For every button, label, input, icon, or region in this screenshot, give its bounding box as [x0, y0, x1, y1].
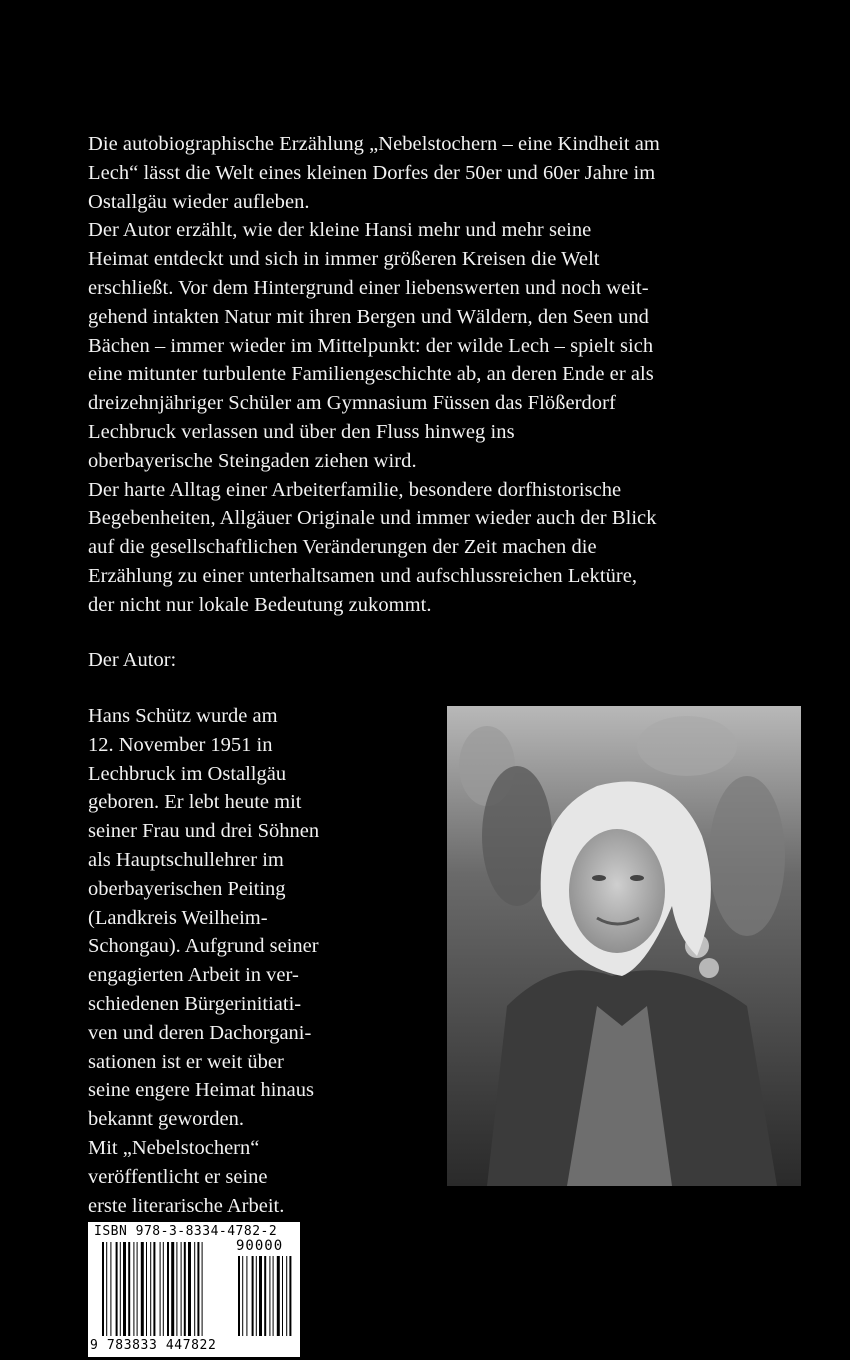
text-line: gehend intakten Natur mit ihren Bergen und Wäldern, den Seen und	[88, 305, 649, 328]
barcode-bar	[137, 1242, 138, 1336]
barcode-bar	[176, 1242, 177, 1336]
text-line: Die autobiographische Erzählung „Nebelstochern – eine Kindheit am	[88, 133, 660, 155]
text-line: Ostallgäu wieder aufleben.	[88, 190, 310, 213]
barcode-bar	[184, 1242, 186, 1336]
price-bar	[264, 1256, 266, 1336]
text-line: Lech“ lässt die Welt eines kleinen Dorfes der 50er und 60er Jahre im	[88, 161, 656, 184]
price-bar	[242, 1256, 243, 1336]
barcode-bar	[141, 1242, 144, 1336]
barcode-bar	[110, 1242, 111, 1336]
barcode-bar	[102, 1242, 104, 1336]
barcode-bar	[167, 1242, 169, 1336]
author-heading: Der Autor:	[88, 649, 177, 671]
barcode-bar	[116, 1242, 118, 1336]
text-line: oberbayerischen Peiting	[88, 877, 286, 900]
barcode-bar	[123, 1242, 126, 1336]
text-line: erste literarische Arbeit.	[88, 1194, 285, 1217]
barcode-bar	[202, 1242, 203, 1336]
barcode-bar	[160, 1242, 161, 1336]
blurb-paragraph-3	[88, 476, 788, 620]
text-line: 12. November 1951 in	[88, 733, 273, 756]
barcode-bar	[146, 1242, 147, 1336]
barcode-bar	[163, 1242, 164, 1336]
ean-number: 9 783833 447822	[90, 1338, 217, 1353]
text-line: geboren. Er lebt heute mit	[88, 791, 302, 814]
text-line: Bächen – immer wieder im Mittelpunkt: der wilde Lech – spielt sich	[88, 334, 654, 357]
barcode-bar	[188, 1242, 191, 1336]
text-line: oberbayerische Steingaden ziehen wird.	[88, 449, 417, 472]
barcode-bar	[194, 1242, 195, 1336]
price-bar	[273, 1256, 274, 1336]
text-line: veröffentlicht er seine	[88, 1165, 268, 1188]
barcode-bar	[171, 1242, 174, 1336]
price-bar	[286, 1256, 287, 1336]
price-bar	[252, 1256, 254, 1336]
text-line: dreizehnjähriger Schüler am Gymnasium Füssen das Flößerdorf	[88, 392, 616, 415]
barcode-bar	[153, 1242, 155, 1336]
text-line: Erzählung zu einer unterhaltsamen und aufschlussreichen Lektüre,	[88, 564, 638, 587]
isbn-barcode	[88, 1222, 300, 1357]
text-line: seiner Frau und drei Söhnen	[88, 820, 320, 843]
price-bar	[282, 1256, 283, 1336]
blurb-paragraph-1	[88, 130, 788, 216]
price-bar	[269, 1256, 270, 1336]
text-line: engagierten Arbeit in ver-	[88, 964, 299, 987]
text-line: sationen ist er weit über	[88, 1050, 284, 1073]
text-line: Lechbruck verlassen und über den Fluss hinweg ins	[88, 420, 515, 443]
price-bar	[256, 1256, 257, 1336]
price-bar	[246, 1256, 247, 1336]
text-line: erschließt. Vor dem Hintergrund einer liebenswerten und noch weit-	[88, 276, 649, 299]
barcode-bar	[150, 1242, 151, 1336]
price-bar	[238, 1256, 240, 1336]
text-line: Der harte Alltag einer Arbeiterfamilie, besondere dorfhistorische	[88, 478, 622, 501]
text-line: als Hauptschullehrer im	[88, 848, 284, 871]
text-line: Hans Schütz wurde am	[88, 705, 278, 727]
text-line: ven und deren Dachorgani-	[88, 1021, 312, 1044]
barcode-bars	[88, 1222, 300, 1357]
text-line: der nicht nur lokale Bedeutung zukommt.	[88, 593, 432, 616]
price-bar	[277, 1256, 280, 1336]
author-bio	[88, 702, 433, 1220]
text-line: Heimat entdeckt und sich in immer größeren Kreisen die Welt	[88, 248, 600, 271]
barcode-bar	[181, 1242, 182, 1336]
text-line: (Landkreis Weilheim-	[88, 906, 268, 929]
text-line: seine engere Heimat hinaus	[88, 1079, 314, 1102]
text-line: eine mitunter turbulente Familiengeschichte ab, an deren Ende er als	[88, 363, 654, 386]
text-line: Schongau). Aufgrund seiner	[88, 935, 319, 958]
text-line: Mit „Nebelstochern“	[88, 1136, 260, 1159]
price-bar	[289, 1256, 291, 1336]
text-line: schiedenen Bürgerinitiati-	[88, 992, 302, 1015]
text-line: Begebenheiten, Allgäuer Originale und immer wieder auch der Blick	[88, 507, 657, 530]
isbn-label: ISBN 978-3-8334-4782-2	[94, 1224, 278, 1239]
price-bar	[259, 1256, 262, 1336]
text-line: Lechbruck im Ostallgäu	[88, 762, 287, 785]
barcode-bar	[197, 1242, 199, 1336]
barcode-bar	[133, 1242, 134, 1336]
barcode-bar	[120, 1242, 121, 1336]
blurb-paragraph-2	[88, 216, 788, 475]
barcode-bar	[106, 1242, 107, 1336]
author-photo	[447, 706, 801, 1186]
text-line: Der Autor erzählt, wie der kleine Hansi mehr und mehr seine	[88, 219, 592, 242]
price-code: 90000	[236, 1238, 284, 1254]
text-line: auf die gesellschaftlichen Veränderungen der Zeit machen die	[88, 536, 597, 559]
book-description	[88, 130, 788, 620]
barcode-bar	[128, 1242, 130, 1336]
text-line: bekannt geworden.	[88, 1108, 244, 1131]
